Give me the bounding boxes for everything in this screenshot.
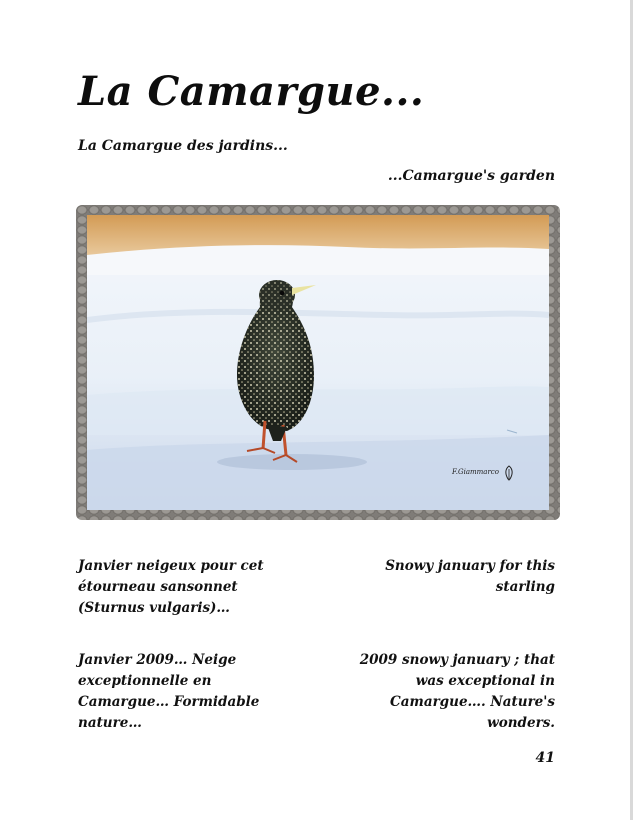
subtitle-french: La Camargue des jardins... bbox=[78, 138, 288, 154]
starling-in-snow-photo bbox=[87, 215, 549, 510]
paragraph-1-english: Snowy january for this starling bbox=[385, 558, 555, 595]
page-number: 41 bbox=[535, 750, 555, 766]
photo-credit: F.Giammarco bbox=[452, 468, 499, 476]
subtitle-english: ...Camargue's garden bbox=[387, 168, 555, 184]
page-title: La Camargue... bbox=[78, 68, 425, 115]
paragraph-2-english: 2009 snowy january ; that was exceptional in Camargue…. Nature's wonders. bbox=[359, 652, 555, 731]
photo-illustration bbox=[87, 215, 549, 510]
paragraph-2-french: Janvier 2009… Neige exceptionnelle en Camargue… Formidable nature… bbox=[78, 652, 260, 731]
feather-signature-icon bbox=[503, 465, 515, 481]
paragraph-1-french: Janvier neigeux pour cet étourneau sansonnet (Sturnus vulgaris)… bbox=[78, 558, 264, 616]
